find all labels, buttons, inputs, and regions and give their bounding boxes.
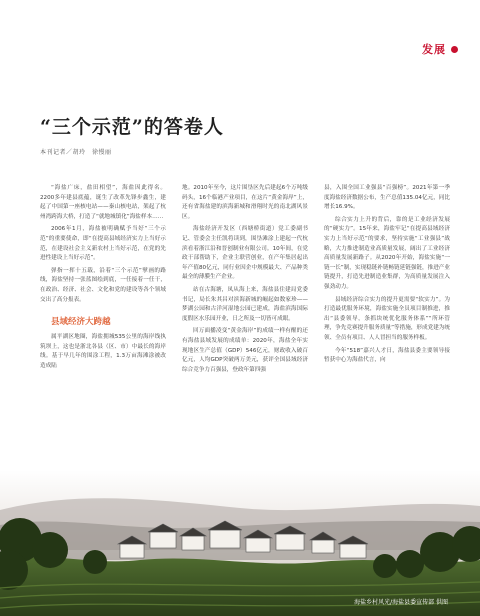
paragraph: 属平湖区地圈，海盐拥城535公里的海岸线执筑坝上，这也是浙北各县（区、市）中最长的海岸线。基于早几年的围涂工程，1.3万亩海滩涂被改造成陆 [40, 334, 166, 369]
paragraph: 综合实力上升的背后，靠的是工业经济发展的“硬实力”。15年来，海盐牢记“在提高县域经济实力上当好示范”的要求，坚持实施“工业强县”战略，大力推进制造业高质量发展，阔出了工业经济高质量发展新路子。从2020年开始，海盐实施“一链一长”制，实现稳链补链畅链延链强链，推进产业链提升，打造先进制造业集群，为高质量发展注入强劲动力。 [324, 216, 450, 290]
paragraph: 回万面播凌变“黄金海岸”的成绩一样有醒的还有海盐县域发展的成绩单：2020年，海盐全年实现地区生产总值（GDP）546亿元，财政收入破百亿元，人均GDP突破两万美元，获评全国县域经济综合竞争力百强县，登政年第四强 [182, 328, 308, 373]
paragraph: 弹指一挥十五载，沿着“三个示范”擘画的路线，海盐坚持一张蓝图绘到底，一任接着一任干，在政治、经济、社会、文化和党的建设等各个领域交出了高分报表。 [40, 267, 166, 303]
paragraph: 海盐经济开发区（西塘桥街道）党工委副书记、管委会主任凯将读到，围垦滩涂上建起一代杭滨看着浙江沿和晋创制业有限公司。10年间，在党政干部帮助下，企业主联营创业，在产年集居起出年产值80亿元，同行业因企中规模最大、产品种类最全的薄膜生产企业。 [182, 226, 308, 281]
column-1 [40, 184, 166, 484]
section-tag [422, 41, 458, 57]
paragraph: 2006年1月，海盐被明确赋予当好“三个示范”的重要使命，即“在提高县域经济实力上当好示范，在建设社会主义新农村上当好示范，在党的先进性建设上当好示范”。 [40, 226, 166, 262]
article-title: “三个示范”的答卷人 [40, 116, 224, 138]
paragraph: 地。2010年至今，这片围垦区先后建起6个万吨级码头，16个临港产业项目，在这片“黄金海岸”上，还有省海盐建的滨海新城和滑翔时光的南北湖风景区。 [182, 185, 308, 220]
column-3 [324, 184, 450, 484]
paragraph: 县，入围全国工业强县“百强榜”。2021年第一季度海盐经济数据公布，生产总值135.04亿元，同比增长16.9%。 [324, 185, 450, 211]
section-dot-icon [451, 46, 458, 53]
paragraph: 今年“518”嘉兴人才日，海盐县委主要领导接暂获中心为海盐代言，向 [324, 347, 450, 364]
section-subhead: 县域经济大跨越 [51, 317, 111, 328]
article-body [40, 184, 450, 484]
paragraph: 站在古海塘，凤从海上来，海盐县住建局党委书记，局长朱其昌对滨海新城的崛起如数家珍——梦湖公园和古洋河湿地公园已建成，海盐滨海国际度假区水乐园开业，日之所及一切皆可成眼。 [182, 286, 308, 322]
village-landscape-photo [0, 470, 480, 616]
paragraph: “海盐广床，盐田相望”，海盐因此得名。2200多年建县底蕴，诞生了改革先锋步鑫生，建起了中国第一座核电站——秦山核电站，架起了杭州湾跨海大桥，打造了“就地城镇化”海盐样本…… [40, 185, 166, 220]
paragraph: 县域经济综合实力的提升更需要“软实力”。为打造最优服务环境，海盐实施全员项目制推进，推出“县委领导，条抓块统优化服务体系”“所环管理，争先竞赛提升服务质量”等措施，形成党建为统领、全员有项目、人人冒担当的服务样板。 [324, 296, 450, 341]
section-label: 发展 [422, 43, 446, 56]
article-byline: 本刊记者／胡玲 徐慢丽 [40, 149, 112, 156]
column-2 [182, 184, 308, 484]
photo-caption: 海盐乡村风光/海盐县委宣传部 供图 [354, 599, 448, 606]
